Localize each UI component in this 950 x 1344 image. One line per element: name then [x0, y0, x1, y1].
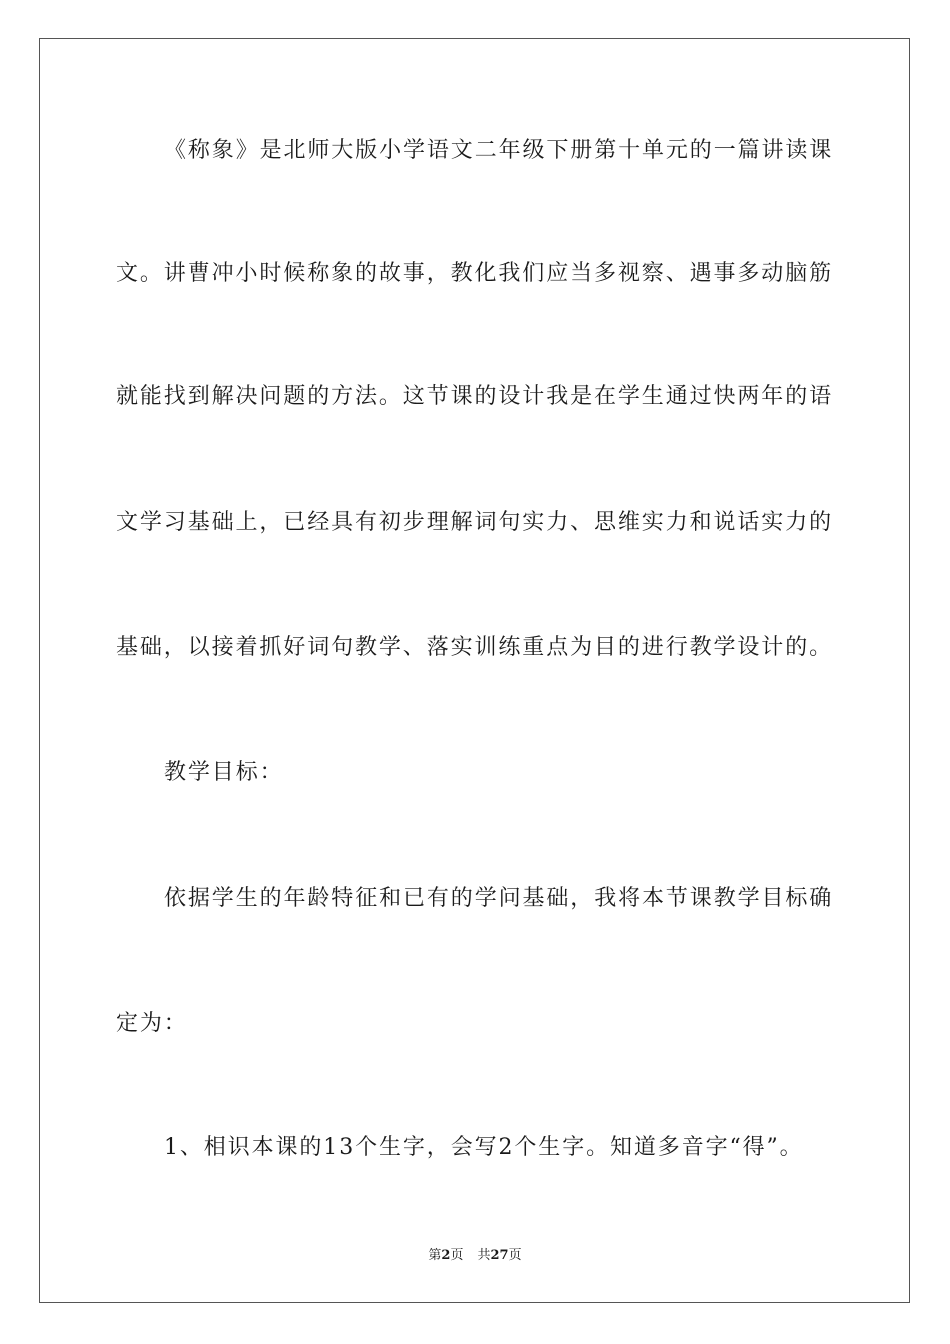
- paragraph-line: 定为：: [116, 1011, 188, 1036]
- page-number: 2: [441, 1248, 451, 1263]
- list-item: 1、相识本课的13个生字，会写2个生字。知道多音字“得”。: [164, 1135, 804, 1160]
- paragraph-line: 就能找到解决问题的方法。这节课的设计我是在学生通过快两年的语: [116, 384, 834, 409]
- total-pages: 27: [490, 1248, 509, 1263]
- section-heading: 教学目标：: [164, 760, 284, 785]
- page-label-suffix: 页: [450, 1248, 464, 1263]
- page-footer: [0, 1247, 950, 1265]
- paragraph-line: 文。讲曹冲小时候称象的故事，教化我们应当多视察、遇事多动脑筋: [116, 261, 834, 286]
- paragraph-line: 文学习基础上，已经具有初步理解词句实力、思维实力和说话实力的: [116, 510, 834, 535]
- page-label-prefix: 第: [428, 1248, 442, 1263]
- paragraph-line: 依据学生的年龄特征和已有的学问基础，我将本节课教学目标确: [164, 886, 834, 911]
- paragraph-line: 基础，以接着抓好词句教学、落实训练重点为目的进行教学设计的。: [116, 635, 834, 660]
- total-label-prefix: 共: [477, 1248, 491, 1263]
- total-label-suffix: 页: [508, 1248, 522, 1263]
- paragraph-line: 《称象》是北师大版小学语文二年级下册第十单元的一篇讲读课: [164, 138, 834, 163]
- page-border: [39, 38, 910, 1303]
